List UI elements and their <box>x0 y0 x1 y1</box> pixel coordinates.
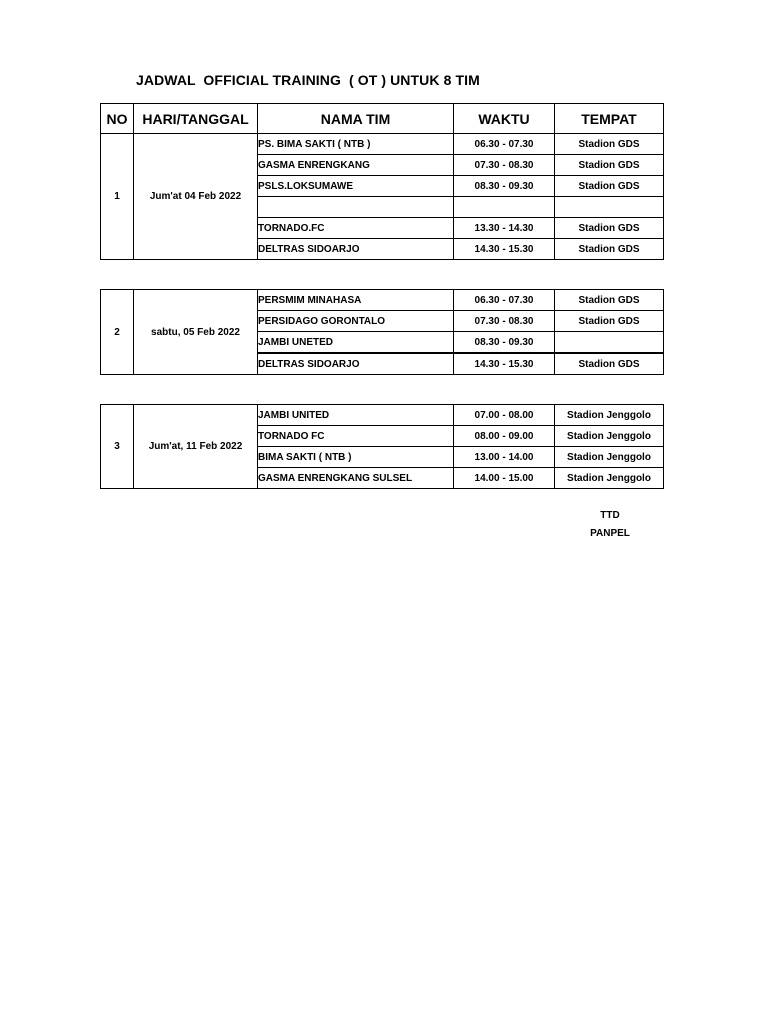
time-slot: 14.30 - 15.30 <box>454 353 555 375</box>
time-slot: 07.00 - 08.00 <box>454 405 555 426</box>
time-slot: 07.30 - 08.30 <box>454 311 555 332</box>
venue <box>555 197 664 218</box>
venue: Stadion GDS <box>555 176 664 197</box>
table-row <box>101 405 664 426</box>
team-name: PS. BIMA SAKTI ( NTB ) <box>258 134 454 155</box>
time-slot: 08.30 - 09.30 <box>454 176 555 197</box>
group-number: 2 <box>101 290 134 375</box>
team-name: PERSIDAGO GORONTALO <box>258 311 454 332</box>
group-number: 1 <box>101 134 134 260</box>
time-slot: 13.00 - 14.00 <box>454 447 555 468</box>
time-slot: 14.00 - 15.00 <box>454 468 555 489</box>
schedule-table-3 <box>100 404 664 489</box>
group-date: Jum'at 04 Feb 2022 <box>134 134 258 260</box>
venue: Stadion GDS <box>555 155 664 176</box>
team-name: PERSMIM MINAHASA <box>258 290 454 311</box>
header-time: WAKTU <box>454 104 555 134</box>
team-name: DELTRAS SIDOARJO <box>258 239 454 260</box>
team-name: BIMA SAKTI ( NTB ) <box>258 447 454 468</box>
header-row <box>101 104 664 134</box>
group-number: 3 <box>101 405 134 489</box>
time-slot: 08.00 - 09.00 <box>454 426 555 447</box>
time-slot: 06.30 - 07.30 <box>454 134 555 155</box>
header-no: NO <box>101 104 134 134</box>
venue: Stadion Jenggolo <box>555 447 664 468</box>
header-team: NAMA TIM <box>258 104 454 134</box>
team-name: GASMA ENRENGKANG <box>258 155 454 176</box>
team-name: PSLS.LOKSUMAWE <box>258 176 454 197</box>
group-date: Jum'at, 11 Feb 2022 <box>134 405 258 489</box>
venue <box>555 332 664 354</box>
venue: Stadion GDS <box>555 311 664 332</box>
signature-panpel: PANPEL <box>590 528 630 539</box>
header-place: TEMPAT <box>555 104 664 134</box>
team-name: JAMBI UNETED <box>258 332 454 354</box>
venue: Stadion Jenggolo <box>555 468 664 489</box>
header-date: HARI/TANGGAL <box>134 104 258 134</box>
venue: Stadion Jenggolo <box>555 426 664 447</box>
venue: Stadion Jenggolo <box>555 405 664 426</box>
time-slot <box>454 197 555 218</box>
time-slot: 08.30 - 09.30 <box>454 332 555 354</box>
venue: Stadion GDS <box>555 218 664 239</box>
team-name <box>258 197 454 218</box>
venue: Stadion GDS <box>555 134 664 155</box>
venue: Stadion GDS <box>555 290 664 311</box>
schedule-table-2 <box>100 289 664 375</box>
team-name: TORNADO.FC <box>258 218 454 239</box>
team-name: JAMBI UNITED <box>258 405 454 426</box>
group-date: sabtu, 05 Feb 2022 <box>134 290 258 375</box>
time-slot: 14.30 - 15.30 <box>454 239 555 260</box>
table-row <box>101 134 664 155</box>
time-slot: 06.30 - 07.30 <box>454 290 555 311</box>
page-title: JADWAL OFFICIAL TRAINING ( OT ) UNTUK 8 TIM <box>136 72 480 88</box>
venue: Stadion GDS <box>555 353 664 375</box>
venue: Stadion GDS <box>555 239 664 260</box>
team-name: GASMA ENRENGKANG SULSEL <box>258 468 454 489</box>
team-name: TORNADO FC <box>258 426 454 447</box>
signature-ttd: TTD <box>600 510 620 521</box>
team-name: DELTRAS SIDOARJO <box>258 353 454 375</box>
time-slot: 13.30 - 14.30 <box>454 218 555 239</box>
time-slot: 07.30 - 08.30 <box>454 155 555 176</box>
schedule-table-1 <box>100 103 664 260</box>
table-row <box>101 290 664 311</box>
